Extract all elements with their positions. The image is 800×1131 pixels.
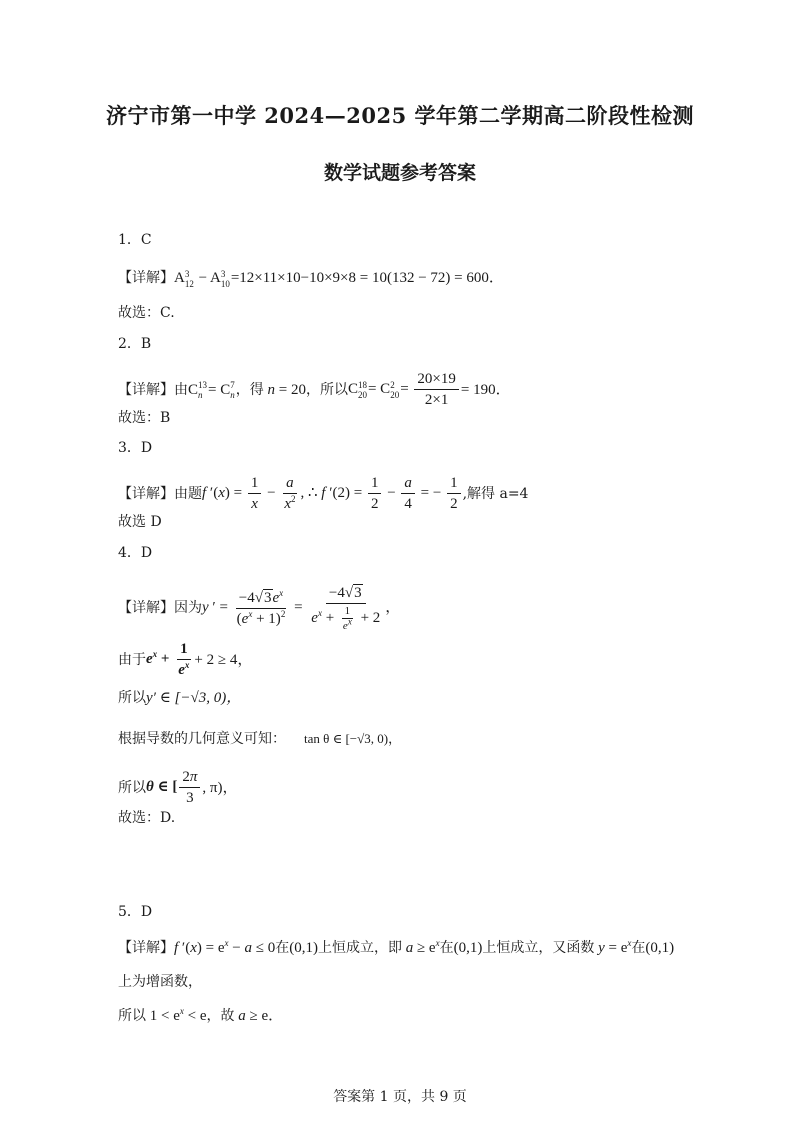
q3-detail: 【详解】 由题 f ′(x) = $\frac{1}{x}$ − $\frac{a}{x^2}$ , ∴ f ′(2) = $\frac{1}{2}$ − $\frac{a}{4}$ = − $\frac{1}{2}$ ,解得 a=4: [118, 475, 529, 512]
page-subtitle: 数学试题参考答案: [323, 162, 476, 184]
q4-line3: 所以 y′ ∈ [−√3, 0)，: [118, 690, 242, 706]
detail-tag: 【详解】: [118, 600, 174, 616]
q5-deriv: f $'(x) = e^x - a \le 0$: [174, 938, 276, 956]
q1-conclusion: 故选：C.: [118, 305, 175, 321]
q5-interval-1: (0,1): [289, 940, 318, 956]
q2-conclusion: 故选：B: [118, 410, 171, 426]
q5-result: a ≥ e．: [238, 1008, 284, 1024]
q3-conclusion: 故选 D: [118, 514, 162, 530]
q5-interval-2: (0,1): [453, 940, 483, 956]
q2-eq3: C 18 20 = C 2 20 = $\frac{20\times 19}{2\times 1}$: [348, 370, 461, 409]
q4-line4: 根据导数的几何意义可知： tan θ ∈ [−√3, 0)，: [118, 731, 402, 747]
q4-formula: y ′ = $\frac{-4√3e^x}{(e^x + 1)^2}$ = −4√3 $e^x$ + $\frac{1}{e^x}$ + 2 ，: [202, 585, 401, 632]
q5-bound: $1 < e^x < e$: [146, 1006, 207, 1024]
q5-line2: 上为增函数，: [118, 974, 202, 990]
q2-answer: 2．B: [118, 336, 152, 352]
q3-formula: f ′(x) = $\frac{1}{x}$ − $\frac{a}{x^2}$ , ∴ f ′(2) = $\frac{1}{2}$ − $\frac{a}{4}$ = − $\frac{1}{2}$: [202, 474, 463, 513]
q5-detail: 【详解】 f $'(x) = e^x - a \le 0$ 在 (0,1) 上恒成立，即 $a \ge e^x$ 在 (0,1) 上恒成立，又函数 $y = e^x$ 在 (0,1): [118, 936, 674, 960]
q4-detail: 【详解】 因为 y ′ = $\frac{-4√3e^x}{(e^x + 1)^2}$ = −4√3 $e^x$ + $\frac{1}{e^x}$ + 2 ，: [118, 585, 401, 632]
q4-line2: 由于 $e^x$ + $\frac{1}{e^x}$ + 2 ≥ 4，: [118, 641, 253, 678]
q4-conclusion: 故选：D.: [118, 810, 176, 826]
q1-answer: 1．C: [118, 232, 152, 248]
detail-tag: 【详解】: [118, 270, 174, 286]
q4-ineq: $e^x$ + $\frac{1}{e^x}$: [146, 641, 190, 678]
page-footer: 答案第 1 页，共 9 页: [333, 1089, 467, 1105]
detail-tag: 【详解】: [118, 381, 174, 398]
q3-answer: 3．D: [118, 440, 153, 456]
q2-eq2: n = 20: [267, 381, 306, 398]
q1-detail: [118, 266, 504, 290]
q1-formula-tail: =12×11×10−10×9×8 = 10(132 − 72) = 600．: [230, 270, 504, 286]
q4-theta-range: θ ∈ [ $\frac{2\pi}{3}$: [146, 768, 202, 807]
q5-ineq: $a \ge e^x$: [405, 938, 440, 956]
q1-formula: A 3 12 − A 3 10 =12×11×10−10×9×8 = 10(132 − 72) = 600．: [174, 268, 504, 289]
page-title: 济宁市第一中学 2024—2025 学年第二学期高二阶段性检测: [105, 103, 694, 128]
q2-detail: 【详解】 由 C 13 n = C 7 n ，得 n = 20 ，所以 C 18 20 = C 2 20 = $\frac{20\times 19}{2\times 1}$ = 190．: [118, 371, 511, 408]
q5-func: $y = e^x$: [598, 938, 632, 956]
q4-answer: 4．D: [118, 545, 153, 561]
q5-line3: 所以 $1 < e^x < e$ ，故 a ≥ e．: [118, 1004, 283, 1028]
detail-tag: 【详解】: [118, 485, 174, 502]
q2-eq1: C 13 n = C 7 n: [188, 380, 235, 401]
q4-line5: 所以 θ ∈ [ $\frac{2\pi}{3}$ , π)，: [118, 769, 238, 806]
q5-answer: 5．D: [118, 904, 153, 920]
q5-interval-3: (0,1): [645, 940, 675, 956]
detail-tag: 【详解】: [118, 940, 174, 956]
